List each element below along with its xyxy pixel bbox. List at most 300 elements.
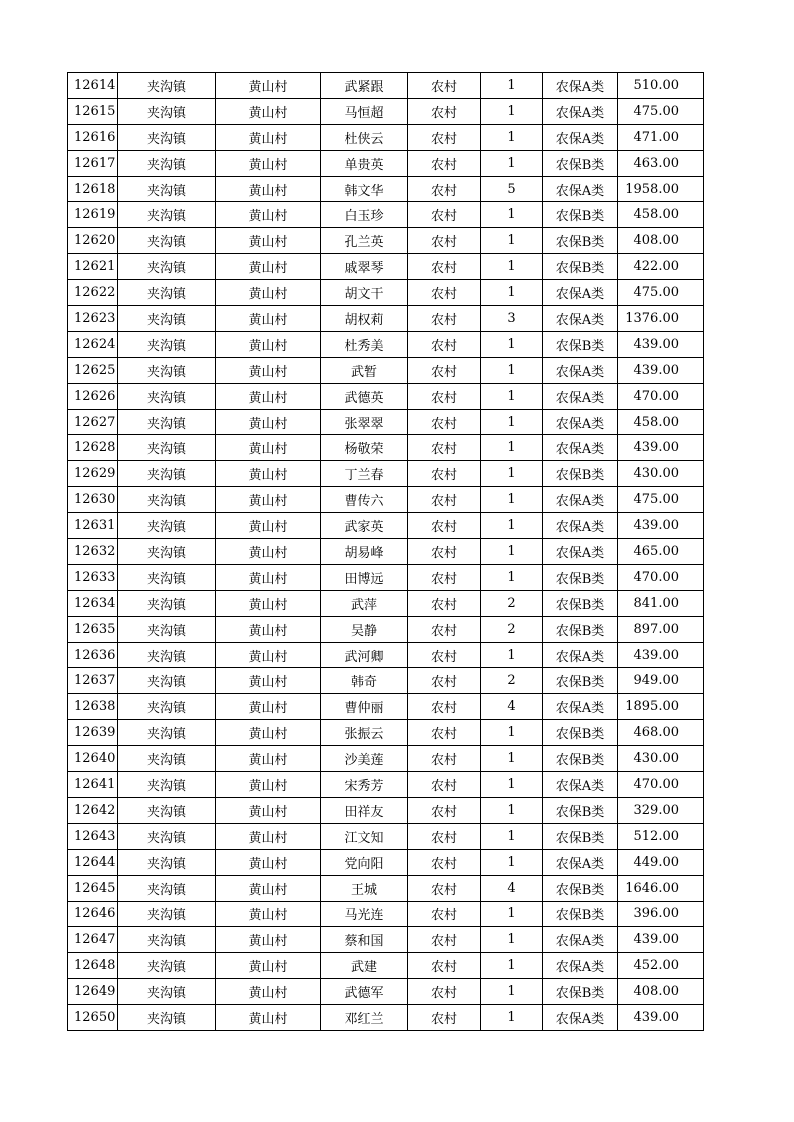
- table-row: [68, 383, 704, 409]
- name-cell: 武河卿: [321, 642, 408, 668]
- amount-cell: 408.00: [618, 979, 704, 1005]
- serial-number-cell: 12614: [68, 73, 118, 99]
- area-type-cell: 农村: [408, 383, 481, 409]
- category-cell: 农保A类: [543, 772, 618, 798]
- amount-cell: 512.00: [618, 823, 704, 849]
- amount-cell: 439.00: [618, 642, 704, 668]
- area-type-cell: 农村: [408, 254, 481, 280]
- name-cell: 武德军: [321, 979, 408, 1005]
- town-cell: 夹沟镇: [118, 564, 216, 590]
- area-type-cell: 农村: [408, 98, 481, 124]
- area-type-cell: 农村: [408, 435, 481, 461]
- category-cell: 农保B类: [543, 875, 618, 901]
- name-cell: 曹传六: [321, 487, 408, 513]
- category-cell: 农保A类: [543, 435, 618, 461]
- amount-cell: 430.00: [618, 746, 704, 772]
- area-type-cell: 农村: [408, 694, 481, 720]
- serial-number-cell: 12616: [68, 124, 118, 150]
- amount-cell: 329.00: [618, 797, 704, 823]
- town-cell: 夹沟镇: [118, 746, 216, 772]
- category-cell: 农保B类: [543, 746, 618, 772]
- name-cell: 武紧跟: [321, 73, 408, 99]
- name-cell: 武建: [321, 953, 408, 979]
- town-cell: 夹沟镇: [118, 331, 216, 357]
- household-size-cell: 4: [481, 875, 543, 901]
- town-cell: 夹沟镇: [118, 1005, 216, 1031]
- area-type-cell: 农村: [408, 875, 481, 901]
- area-type-cell: 农村: [408, 642, 481, 668]
- amount-cell: 465.00: [618, 539, 704, 565]
- table-row: [68, 694, 704, 720]
- category-cell: 农保B类: [543, 616, 618, 642]
- village-cell: 黄山村: [216, 513, 321, 539]
- serial-number-cell: 12643: [68, 823, 118, 849]
- amount-cell: 439.00: [618, 435, 704, 461]
- amount-cell: 439.00: [618, 513, 704, 539]
- amount-cell: 949.00: [618, 668, 704, 694]
- amount-cell: 1376.00: [618, 306, 704, 332]
- village-cell: 黄山村: [216, 461, 321, 487]
- household-size-cell: 1: [481, 797, 543, 823]
- amount-cell: 439.00: [618, 927, 704, 953]
- serial-number-cell: 12646: [68, 901, 118, 927]
- serial-number-cell: 12624: [68, 331, 118, 357]
- table-row: [68, 590, 704, 616]
- serial-number-cell: 12619: [68, 202, 118, 228]
- category-cell: 农保B类: [543, 150, 618, 176]
- household-size-cell: 1: [481, 280, 543, 306]
- town-cell: 夹沟镇: [118, 720, 216, 746]
- table-row: [68, 979, 704, 1005]
- serial-number-cell: 12630: [68, 487, 118, 513]
- household-size-cell: 1: [481, 254, 543, 280]
- serial-number-cell: 12639: [68, 720, 118, 746]
- household-size-cell: 2: [481, 668, 543, 694]
- name-cell: 单贵英: [321, 150, 408, 176]
- serial-number-cell: 12632: [68, 539, 118, 565]
- town-cell: 夹沟镇: [118, 590, 216, 616]
- village-cell: 黄山村: [216, 823, 321, 849]
- table-row: [68, 823, 704, 849]
- area-type-cell: 农村: [408, 668, 481, 694]
- area-type-cell: 农村: [408, 150, 481, 176]
- town-cell: 夹沟镇: [118, 616, 216, 642]
- household-size-cell: 1: [481, 98, 543, 124]
- table-row: [68, 1005, 704, 1031]
- village-cell: 黄山村: [216, 564, 321, 590]
- category-cell: 农保B类: [543, 331, 618, 357]
- amount-cell: 470.00: [618, 772, 704, 798]
- serial-number-cell: 12620: [68, 228, 118, 254]
- category-cell: 农保B类: [543, 202, 618, 228]
- serial-number-cell: 12638: [68, 694, 118, 720]
- household-size-cell: 1: [481, 564, 543, 590]
- village-cell: 黄山村: [216, 409, 321, 435]
- village-cell: 黄山村: [216, 539, 321, 565]
- category-cell: 农保B类: [543, 461, 618, 487]
- town-cell: 夹沟镇: [118, 849, 216, 875]
- household-size-cell: 3: [481, 306, 543, 332]
- category-cell: 农保B类: [543, 901, 618, 927]
- serial-number-cell: 12631: [68, 513, 118, 539]
- amount-cell: 1895.00: [618, 694, 704, 720]
- serial-number-cell: 12618: [68, 176, 118, 202]
- village-cell: 黄山村: [216, 357, 321, 383]
- serial-number-cell: 12640: [68, 746, 118, 772]
- amount-cell: 471.00: [618, 124, 704, 150]
- serial-number-cell: 12633: [68, 564, 118, 590]
- area-type-cell: 农村: [408, 1005, 481, 1031]
- town-cell: 夹沟镇: [118, 124, 216, 150]
- amount-cell: 439.00: [618, 331, 704, 357]
- town-cell: 夹沟镇: [118, 513, 216, 539]
- household-size-cell: 1: [481, 202, 543, 228]
- table-row: [68, 357, 704, 383]
- category-cell: 农保A类: [543, 306, 618, 332]
- table-row: [68, 797, 704, 823]
- table-row: [68, 513, 704, 539]
- table-row: [68, 331, 704, 357]
- table-row: [68, 202, 704, 228]
- amount-cell: 475.00: [618, 98, 704, 124]
- table-row: [68, 228, 704, 254]
- area-type-cell: 农村: [408, 590, 481, 616]
- amount-cell: 439.00: [618, 357, 704, 383]
- table-row: [68, 849, 704, 875]
- amount-cell: 897.00: [618, 616, 704, 642]
- category-cell: 农保A类: [543, 280, 618, 306]
- area-type-cell: 农村: [408, 331, 481, 357]
- table-row: [68, 461, 704, 487]
- category-cell: 农保B类: [543, 668, 618, 694]
- area-type-cell: 农村: [408, 357, 481, 383]
- village-cell: 黄山村: [216, 435, 321, 461]
- amount-cell: 408.00: [618, 228, 704, 254]
- area-type-cell: 农村: [408, 746, 481, 772]
- village-cell: 黄山村: [216, 901, 321, 927]
- town-cell: 夹沟镇: [118, 539, 216, 565]
- name-cell: 韩文华: [321, 176, 408, 202]
- category-cell: 农保B类: [543, 797, 618, 823]
- table-row: [68, 746, 704, 772]
- table-row: [68, 306, 704, 332]
- table-row: [68, 668, 704, 694]
- village-cell: 黄山村: [216, 590, 321, 616]
- town-cell: 夹沟镇: [118, 668, 216, 694]
- village-cell: 黄山村: [216, 228, 321, 254]
- amount-cell: 475.00: [618, 280, 704, 306]
- table-row: [68, 772, 704, 798]
- table-row: [68, 409, 704, 435]
- table-row: [68, 435, 704, 461]
- name-cell: 胡文干: [321, 280, 408, 306]
- village-cell: 黄山村: [216, 280, 321, 306]
- area-type-cell: 农村: [408, 616, 481, 642]
- area-type-cell: 农村: [408, 202, 481, 228]
- amount-cell: 468.00: [618, 720, 704, 746]
- table-row: [68, 953, 704, 979]
- amount-cell: 1646.00: [618, 875, 704, 901]
- amount-cell: 470.00: [618, 564, 704, 590]
- household-size-cell: 1: [481, 720, 543, 746]
- amount-cell: 439.00: [618, 1005, 704, 1031]
- name-cell: 杨敬荣: [321, 435, 408, 461]
- household-size-cell: 1: [481, 383, 543, 409]
- area-type-cell: 农村: [408, 849, 481, 875]
- area-type-cell: 农村: [408, 720, 481, 746]
- table-row: [68, 875, 704, 901]
- village-cell: 黄山村: [216, 953, 321, 979]
- household-size-cell: 1: [481, 642, 543, 668]
- table-row: [68, 616, 704, 642]
- area-type-cell: 农村: [408, 927, 481, 953]
- town-cell: 夹沟镇: [118, 901, 216, 927]
- area-type-cell: 农村: [408, 564, 481, 590]
- category-cell: 农保A类: [543, 1005, 618, 1031]
- name-cell: 丁兰春: [321, 461, 408, 487]
- name-cell: 王城: [321, 875, 408, 901]
- household-size-cell: 1: [481, 357, 543, 383]
- household-size-cell: 1: [481, 849, 543, 875]
- category-cell: 农保A类: [543, 953, 618, 979]
- name-cell: 戚翠琴: [321, 254, 408, 280]
- category-cell: 农保A类: [543, 694, 618, 720]
- table-row: [68, 720, 704, 746]
- town-cell: 夹沟镇: [118, 383, 216, 409]
- village-cell: 黄山村: [216, 176, 321, 202]
- serial-number-cell: 12623: [68, 306, 118, 332]
- village-cell: 黄山村: [216, 642, 321, 668]
- household-size-cell: 2: [481, 616, 543, 642]
- category-cell: 农保A类: [543, 73, 618, 99]
- town-cell: 夹沟镇: [118, 202, 216, 228]
- serial-number-cell: 12617: [68, 150, 118, 176]
- village-cell: 黄山村: [216, 124, 321, 150]
- household-size-cell: 1: [481, 331, 543, 357]
- serial-number-cell: 12642: [68, 797, 118, 823]
- amount-cell: 463.00: [618, 150, 704, 176]
- village-cell: 黄山村: [216, 875, 321, 901]
- household-size-cell: 1: [481, 228, 543, 254]
- category-cell: 农保A类: [543, 849, 618, 875]
- town-cell: 夹沟镇: [118, 306, 216, 332]
- name-cell: 胡易峰: [321, 539, 408, 565]
- village-cell: 黄山村: [216, 1005, 321, 1031]
- category-cell: 农保B类: [543, 720, 618, 746]
- area-type-cell: 农村: [408, 176, 481, 202]
- serial-number-cell: 12648: [68, 953, 118, 979]
- amount-cell: 470.00: [618, 383, 704, 409]
- household-size-cell: 1: [481, 487, 543, 513]
- town-cell: 夹沟镇: [118, 73, 216, 99]
- category-cell: 农保A类: [543, 383, 618, 409]
- area-type-cell: 农村: [408, 306, 481, 332]
- town-cell: 夹沟镇: [118, 435, 216, 461]
- town-cell: 夹沟镇: [118, 150, 216, 176]
- village-cell: 黄山村: [216, 694, 321, 720]
- household-size-cell: 1: [481, 461, 543, 487]
- town-cell: 夹沟镇: [118, 797, 216, 823]
- town-cell: 夹沟镇: [118, 772, 216, 798]
- table-row: [68, 98, 704, 124]
- name-cell: 韩奇: [321, 668, 408, 694]
- category-cell: 农保B类: [543, 590, 618, 616]
- village-cell: 黄山村: [216, 98, 321, 124]
- serial-number-cell: 12628: [68, 435, 118, 461]
- name-cell: 孔兰英: [321, 228, 408, 254]
- table-row: [68, 539, 704, 565]
- serial-number-cell: 12649: [68, 979, 118, 1005]
- area-type-cell: 农村: [408, 797, 481, 823]
- amount-cell: 510.00: [618, 73, 704, 99]
- category-cell: 农保B类: [543, 823, 618, 849]
- town-cell: 夹沟镇: [118, 927, 216, 953]
- town-cell: 夹沟镇: [118, 694, 216, 720]
- name-cell: 沙美莲: [321, 746, 408, 772]
- category-cell: 农保B类: [543, 979, 618, 1005]
- category-cell: 农保A类: [543, 98, 618, 124]
- amount-cell: 422.00: [618, 254, 704, 280]
- household-size-cell: 2: [481, 590, 543, 616]
- table-row: [68, 927, 704, 953]
- name-cell: 江文知: [321, 823, 408, 849]
- village-cell: 黄山村: [216, 849, 321, 875]
- table-row: [68, 564, 704, 590]
- name-cell: 蔡和国: [321, 927, 408, 953]
- village-cell: 黄山村: [216, 383, 321, 409]
- household-size-cell: 1: [481, 901, 543, 927]
- serial-number-cell: 12647: [68, 927, 118, 953]
- category-cell: 农保A类: [543, 357, 618, 383]
- category-cell: 农保A类: [543, 539, 618, 565]
- village-cell: 黄山村: [216, 202, 321, 228]
- town-cell: 夹沟镇: [118, 642, 216, 668]
- town-cell: 夹沟镇: [118, 953, 216, 979]
- name-cell: 武德英: [321, 383, 408, 409]
- household-size-cell: 1: [481, 124, 543, 150]
- village-cell: 黄山村: [216, 720, 321, 746]
- town-cell: 夹沟镇: [118, 461, 216, 487]
- household-size-cell: 1: [481, 746, 543, 772]
- table-row: [68, 280, 704, 306]
- town-cell: 夹沟镇: [118, 254, 216, 280]
- serial-number-cell: 12636: [68, 642, 118, 668]
- village-cell: 黄山村: [216, 979, 321, 1005]
- town-cell: 夹沟镇: [118, 357, 216, 383]
- name-cell: 吴静: [321, 616, 408, 642]
- serial-number-cell: 12622: [68, 280, 118, 306]
- amount-cell: 475.00: [618, 487, 704, 513]
- amount-cell: 452.00: [618, 953, 704, 979]
- area-type-cell: 农村: [408, 487, 481, 513]
- category-cell: 农保A类: [543, 176, 618, 202]
- serial-number-cell: 12621: [68, 254, 118, 280]
- area-type-cell: 农村: [408, 73, 481, 99]
- town-cell: 夹沟镇: [118, 228, 216, 254]
- name-cell: 杜秀美: [321, 331, 408, 357]
- area-type-cell: 农村: [408, 513, 481, 539]
- household-size-cell: 1: [481, 772, 543, 798]
- category-cell: 农保A类: [543, 927, 618, 953]
- village-cell: 黄山村: [216, 797, 321, 823]
- serial-number-cell: 12644: [68, 849, 118, 875]
- category-cell: 农保B类: [543, 254, 618, 280]
- village-cell: 黄山村: [216, 746, 321, 772]
- area-type-cell: 农村: [408, 901, 481, 927]
- name-cell: 田博远: [321, 564, 408, 590]
- town-cell: 夹沟镇: [118, 487, 216, 513]
- village-cell: 黄山村: [216, 73, 321, 99]
- serial-number-cell: 12637: [68, 668, 118, 694]
- name-cell: 武暂: [321, 357, 408, 383]
- table-row: [68, 73, 704, 99]
- town-cell: 夹沟镇: [118, 875, 216, 901]
- serial-number-cell: 12641: [68, 772, 118, 798]
- table-row: [68, 150, 704, 176]
- area-type-cell: 农村: [408, 409, 481, 435]
- name-cell: 张翠翠: [321, 409, 408, 435]
- household-size-cell: 1: [481, 1005, 543, 1031]
- village-cell: 黄山村: [216, 150, 321, 176]
- household-size-cell: 1: [481, 979, 543, 1005]
- area-type-cell: 农村: [408, 124, 481, 150]
- village-cell: 黄山村: [216, 306, 321, 332]
- name-cell: 胡权莉: [321, 306, 408, 332]
- serial-number-cell: 12634: [68, 590, 118, 616]
- serial-number-cell: 12629: [68, 461, 118, 487]
- category-cell: 农保A类: [543, 487, 618, 513]
- village-cell: 黄山村: [216, 668, 321, 694]
- name-cell: 马光连: [321, 901, 408, 927]
- category-cell: 农保B类: [543, 564, 618, 590]
- name-cell: 白玉珍: [321, 202, 408, 228]
- serial-number-cell: 12650: [68, 1005, 118, 1031]
- household-size-cell: 1: [481, 927, 543, 953]
- amount-cell: 1958.00: [618, 176, 704, 202]
- amount-cell: 430.00: [618, 461, 704, 487]
- name-cell: 曹仲丽: [321, 694, 408, 720]
- amount-cell: 396.00: [618, 901, 704, 927]
- village-cell: 黄山村: [216, 772, 321, 798]
- table-row: [68, 901, 704, 927]
- amount-cell: 841.00: [618, 590, 704, 616]
- household-size-cell: 5: [481, 176, 543, 202]
- serial-number-cell: 12625: [68, 357, 118, 383]
- area-type-cell: 农村: [408, 772, 481, 798]
- village-cell: 黄山村: [216, 616, 321, 642]
- town-cell: 夹沟镇: [118, 823, 216, 849]
- table-row: [68, 254, 704, 280]
- area-type-cell: 农村: [408, 953, 481, 979]
- table-row: [68, 124, 704, 150]
- town-cell: 夹沟镇: [118, 979, 216, 1005]
- area-type-cell: 农村: [408, 228, 481, 254]
- serial-number-cell: 12627: [68, 409, 118, 435]
- category-cell: 农保A类: [543, 513, 618, 539]
- roster-table: [67, 72, 704, 1031]
- town-cell: 夹沟镇: [118, 409, 216, 435]
- household-size-cell: 1: [481, 823, 543, 849]
- table-row: [68, 176, 704, 202]
- village-cell: 黄山村: [216, 927, 321, 953]
- household-size-cell: 1: [481, 409, 543, 435]
- name-cell: 邓红兰: [321, 1005, 408, 1031]
- household-size-cell: 1: [481, 513, 543, 539]
- serial-number-cell: 12626: [68, 383, 118, 409]
- area-type-cell: 农村: [408, 280, 481, 306]
- town-cell: 夹沟镇: [118, 98, 216, 124]
- name-cell: 张振云: [321, 720, 408, 746]
